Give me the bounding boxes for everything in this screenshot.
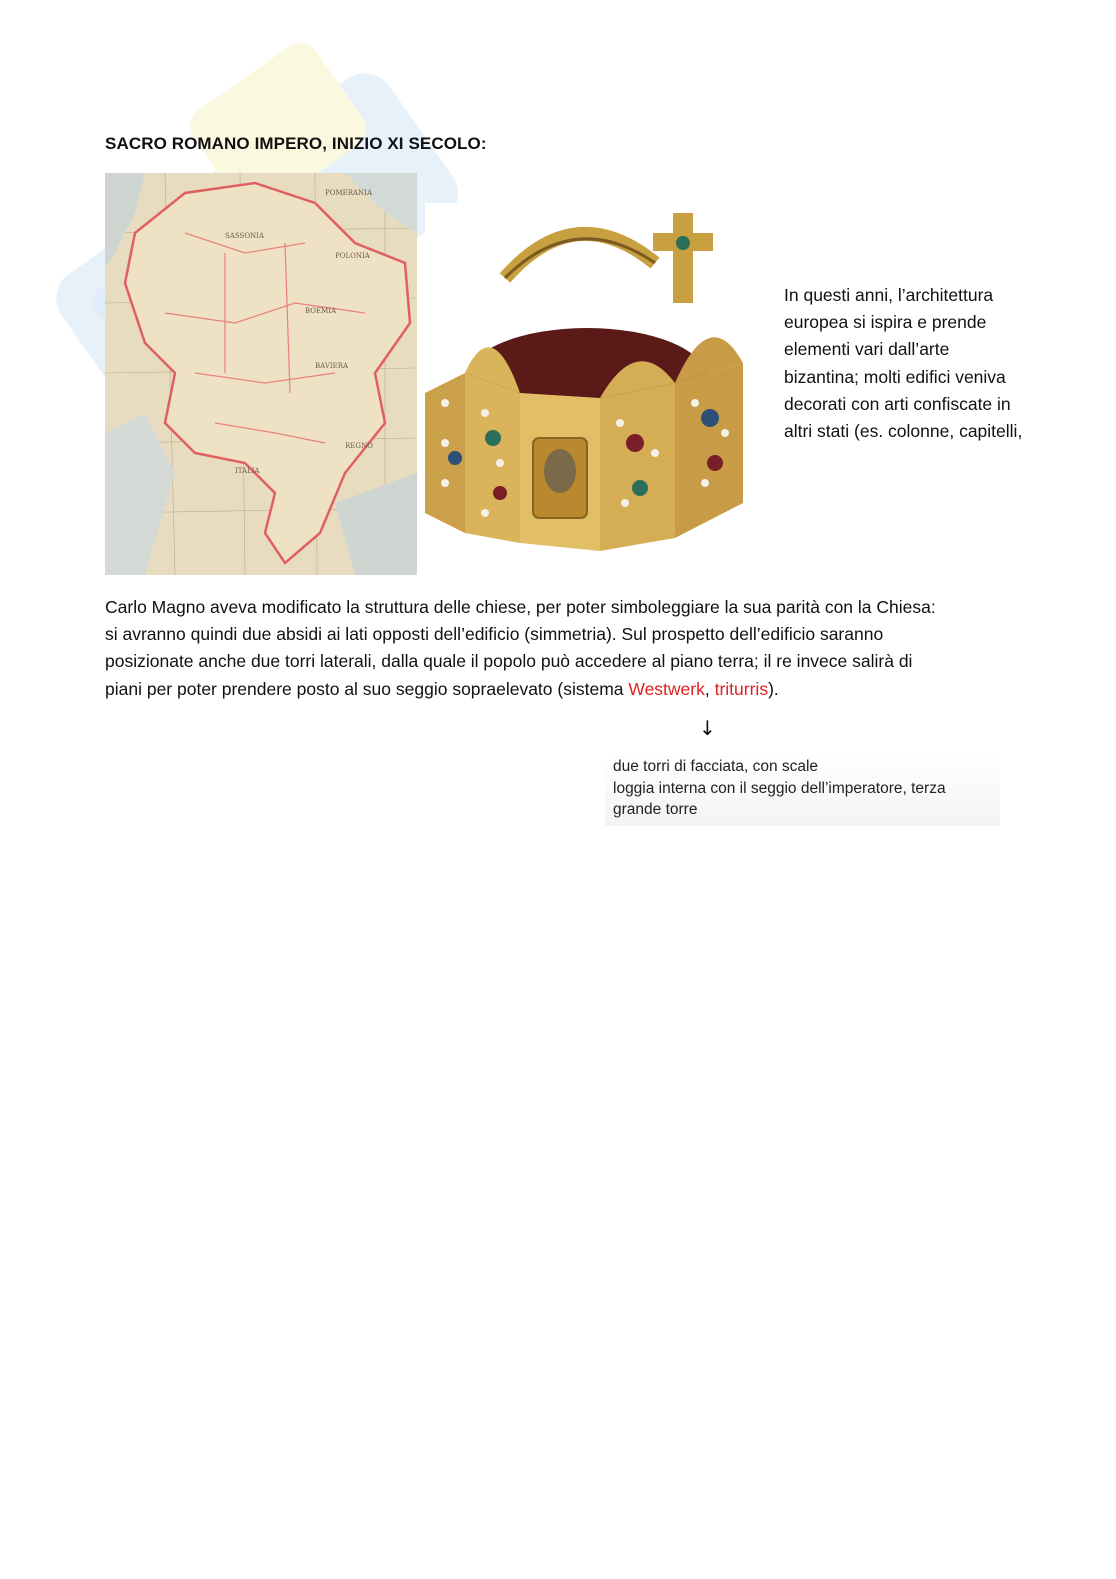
caption-box xyxy=(605,754,1000,826)
term-westwerk: Westwerk xyxy=(628,678,705,699)
caption-line: loggia interna con il seggio dell’imperatore, terza xyxy=(613,779,946,797)
side-text-line: decorati con arti confiscate in xyxy=(784,393,1011,414)
svg-text:POLONIA: POLONIA xyxy=(335,252,370,260)
paragraph-line: si avranno quindi due absidi ai lati opposti dell’edificio (simmetria). Sul prospetto dell’edificio saranno xyxy=(105,624,884,645)
svg-text:SASSONIA: SASSONIA xyxy=(225,232,265,240)
side-text-line: europea si ispira e prende xyxy=(784,312,987,333)
side-text-line: elementi vari dall’arte xyxy=(784,339,950,360)
term-triturris: triturris xyxy=(714,678,769,699)
side-text-line: altri stati (es. colonne, capitelli, xyxy=(784,421,1023,442)
caption-line: grande torre xyxy=(613,801,698,818)
paragraph-line: Carlo Magno aveva modificato la struttura delle chiese, per poter simboleggiare la sua parità con la Chiesa: xyxy=(105,597,936,617)
map-icon xyxy=(105,173,417,575)
side-text-line: bizantina; molti edifici veniva xyxy=(784,366,1006,387)
main-paragraph xyxy=(105,594,1025,703)
page-heading: SACRO ROMANO IMPERO, INIZIO XI SECOLO: xyxy=(105,134,487,153)
crown-icon xyxy=(425,203,750,575)
down-arrow-icon: ↓ xyxy=(699,716,716,740)
svg-text:BOEMIA: BOEMIA xyxy=(305,307,337,315)
side-text-line: In questi anni, l’architettura xyxy=(784,285,994,305)
svg-text:ITALIA: ITALIA xyxy=(235,467,260,475)
paragraph-text-end: ). xyxy=(768,678,779,699)
side-paragraph xyxy=(784,282,1084,445)
svg-text:POMERANIA: POMERANIA xyxy=(325,189,372,197)
paragraph-text: piani per poter prendere posto al suo seggio sopraelevato (sistema xyxy=(105,678,629,699)
caption-line: due torri di facciata, con scale xyxy=(613,758,819,775)
svg-text:BAVIERA: BAVIERA xyxy=(315,362,349,370)
paragraph-line xyxy=(105,676,1025,703)
paragraph-line: posizionate anche due torri laterali, dalla quale il popolo può accedere al piano terra; il re invece salirà di xyxy=(105,651,913,672)
svg-text:REGNO: REGNO xyxy=(345,442,373,450)
term-separator: , xyxy=(704,678,715,699)
